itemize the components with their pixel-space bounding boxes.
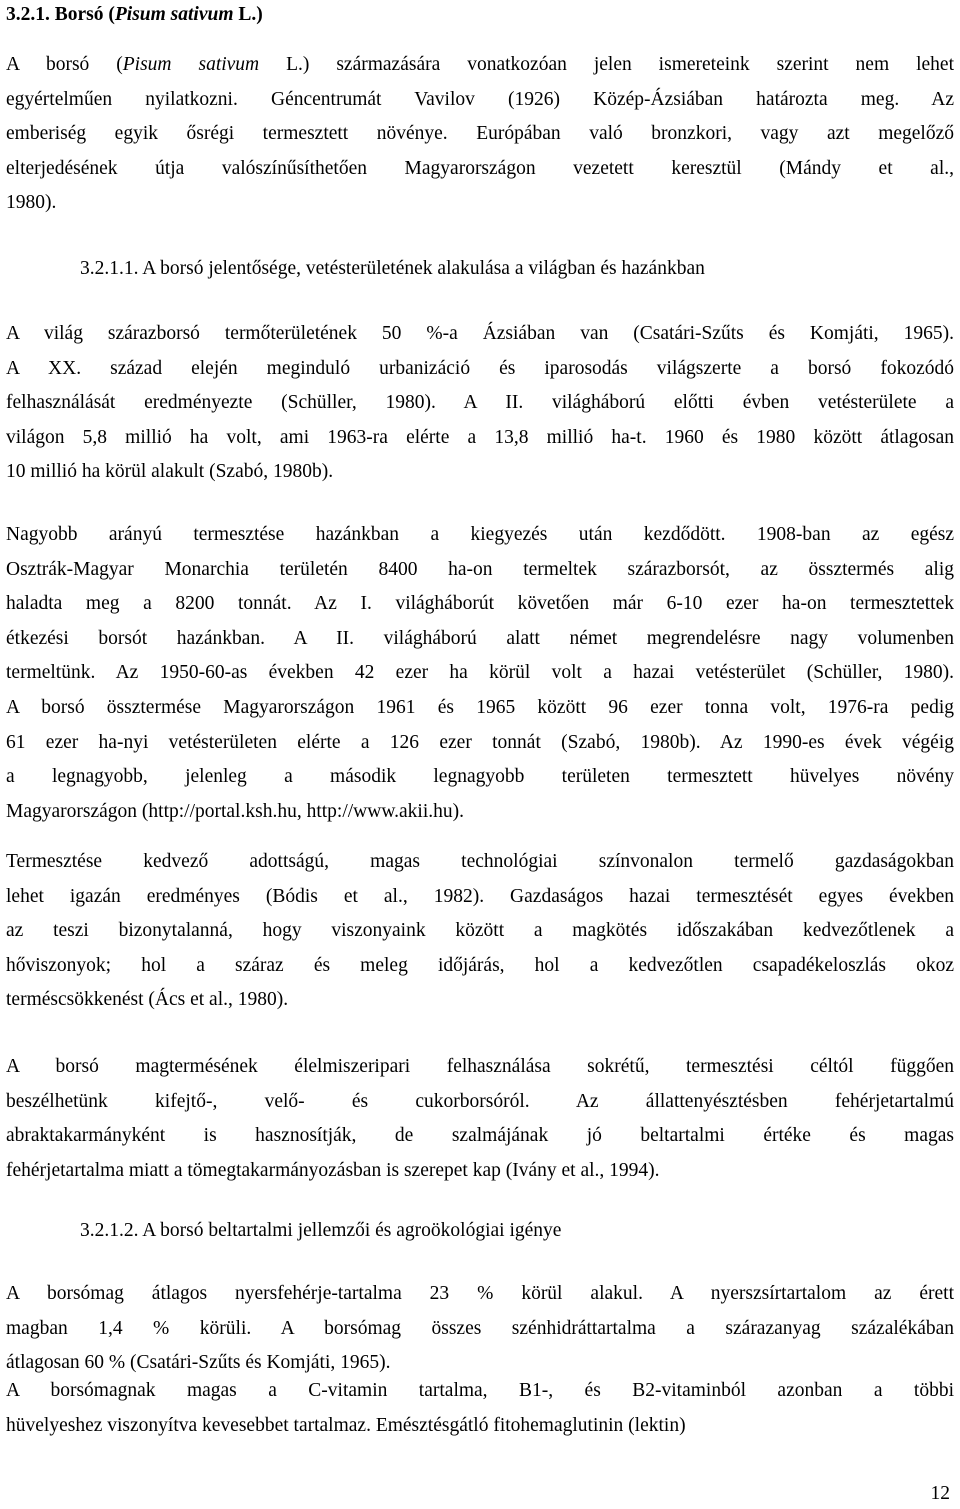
text-segment: lehet igazán eredményes (Bódis et al., 1982). Gazdaságos hazai termesztését egyes években — [6, 885, 954, 907]
text-segment: 1980). — [6, 192, 57, 214]
text-line — [6, 83, 954, 118]
text-segment: felhasználását eredményezte (Schüller, 1980). A II. világháború előtti évben vetésterülete a — [6, 392, 954, 414]
paragraph-world-area — [6, 317, 954, 490]
text-segment: abraktakarmányként is hasznosítják, de szalmájának jó beltartalmi értéke és magas — [6, 1125, 954, 1147]
text-segment: 61 ezer ha-nyi vetésterületen elérte a 126 ezer tonnát (Szabó, 1980b). Az 1990-es évek végéig — [6, 731, 954, 753]
subheading-content: 3.2.1.2. A borsó beltartalmi jellemzői és agroökológiai igénye — [80, 1220, 562, 1241]
text-segment: A borsómagnak magas a C-vitamin tartalma, B1-, és B2-vitaminból azonban a többi — [6, 1380, 954, 1401]
text-line — [6, 186, 954, 221]
text-line — [6, 1374, 954, 1409]
subheading-importance: 3.2.1.1. A borsó jelentősége, vetésterületének alakulása a világban és hazánkban — [80, 258, 705, 279]
text-line — [6, 1119, 954, 1154]
section-title-latin: Pisum sativum — [114, 4, 234, 25]
text-segment: magban 1,4 % körüli. A borsómag összes szénhidráttartalma a szárazanyag százalékában — [6, 1317, 954, 1339]
text-line — [6, 949, 954, 984]
text-line — [6, 983, 954, 1018]
text-line — [6, 1085, 954, 1120]
paragraph-economics — [6, 845, 954, 1018]
text-segment: átlagosan 60 % (Csatári-Szűts és Komjáti, 1965). — [6, 1352, 391, 1374]
paragraph-origin — [6, 48, 954, 221]
text-segment: A borsó ( — [6, 54, 123, 75]
text-line — [6, 760, 954, 795]
text-line — [6, 845, 954, 880]
paragraph-uses — [6, 1050, 954, 1188]
section-number: 3.2.1. — [6, 4, 50, 25]
text-segment: egyértelműen nyilatkozni. Géncentrumát Vavilov (1926) Közép-Ázsiában határozta meg. Az — [6, 88, 954, 110]
text-line — [6, 152, 954, 187]
text-line — [6, 691, 954, 726]
section-heading — [6, 4, 263, 26]
text-segment: A borsó össztermése Magyarországon 1961 és 1965 között 96 ezer tonna volt, 1976-ra pedig — [6, 696, 954, 718]
text-segment: termeltünk. Az 1950-60-as években 42 ezer ha körül volt a hazai vetésterület (Schüller, 1980). — [6, 662, 954, 684]
paragraph-hungary — [6, 518, 954, 829]
text-segment: terméscsökkenést (Ács et al., 1980). — [6, 989, 289, 1011]
text-line — [6, 117, 954, 152]
text-line — [6, 726, 954, 761]
text-segment: A világ szárazborsó termőterületének 50 %-a Ázsiában van (Csatári-Szűts és Komjáti, 1965). — [6, 323, 954, 344]
text-segment: emberiség egyik ősrégi termesztett növénye. Európában való bronzkori, vagy azt megelőző — [6, 123, 954, 145]
text-line — [6, 421, 954, 456]
text-line — [6, 386, 954, 421]
text-segment: világon 5,8 millió ha volt, ami 1963-ra elérte a 13,8 millió ha-t. 1960 és 1980 között átlagosan — [6, 426, 954, 448]
text-segment: fehérjetartalma miatt a tömegtakarmányozásban is szerepet kap (Ivány et al., 1994). — [6, 1159, 660, 1181]
section-title-start: Borsó ( — [54, 4, 115, 25]
text-line — [6, 1312, 954, 1347]
text-line — [6, 518, 954, 553]
text-line — [6, 455, 954, 490]
text-line — [6, 656, 954, 691]
text-line — [6, 352, 954, 387]
text-segment: a legnagyobb, jelenleg a második legnagyobb területen termesztett hüvelyes növény — [6, 766, 954, 788]
latin-name: Pisum sativum — [122, 54, 260, 75]
text-segment: hüvelyeshez viszonyítva kevesebbet tartalmaz. Emésztésgátló fitohemaglutinin (lektin) — [6, 1414, 686, 1436]
text-segment: 10 millió ha körül alakult (Szabó, 1980b). — [6, 461, 334, 483]
text-segment: Termesztése kedvező adottságú, magas technológiai színvonalon termelő gazdaságokban — [6, 851, 954, 872]
text-segment: A borsó magtermésének élelmiszeripari felhasználása sokrétű, termesztési céltól függően — [6, 1056, 954, 1077]
text-line — [6, 553, 954, 588]
text-line — [6, 1050, 954, 1085]
text-segment: A XX. század elején meginduló urbanizáció és iparosodás világszerte a borsó fokozódó — [6, 357, 954, 379]
paragraph-composition — [6, 1277, 954, 1381]
paragraph-vitamins — [6, 1374, 954, 1443]
text-segment: étkezési borsót hazánkban. A II. világháború alatt német megrendelésre nagy volumenben — [6, 627, 954, 649]
text-line — [6, 622, 954, 657]
text-segment: Osztrák-Magyar Monarchia területén 8400 ha-on termeltek szárazborsót, az össztermés alig — [6, 558, 954, 580]
text-line — [6, 795, 954, 830]
text-segment: A borsómag átlagos nyersfehérje-tartalma 23 % körül alakul. A nyerszsírtartalom az érett — [6, 1283, 954, 1304]
text-line — [6, 1154, 954, 1189]
text-line — [6, 880, 954, 915]
text-line — [6, 587, 954, 622]
text-segment: L.) származására vonatkozóan jelen ismereteink szerint nem lehet — [259, 54, 954, 75]
text-segment: elterjedésének útja valószínűsíthetően Magyarországon vezetett keresztül (Mándy et al., — [6, 157, 954, 179]
text-segment: beszélhetünk kifejtő-, velő- és cukorborsóról. Az állattenyésztésben fehérjetartalmú — [6, 1090, 954, 1112]
text-segment: haladta meg a 8200 tonnát. Az I. világháborút követően már 6-10 ezer ha-on termesztettek — [6, 593, 954, 615]
text-segment: Magyarországon (http://portal.ksh.hu, http://www.akii.hu). — [6, 800, 464, 822]
text-segment: Nagyobb arányú termesztése hazánkban a kiegyezés után kezdődött. 1908-ban az egész — [6, 524, 954, 545]
document-page — [6, 0, 954, 1509]
text-segment: hőviszonyok; hol a száraz és meleg időjárás, hol a kedvezőtlen csapadékeloszlás okoz — [6, 954, 954, 976]
text-line — [6, 1409, 954, 1444]
section-title-end: L.) — [233, 4, 263, 25]
text-line — [6, 48, 954, 83]
text-line — [6, 1277, 954, 1312]
text-segment: az teszi bizonytalanná, hogy viszonyaink között a magkötés időszakában kedvezőtlenek a — [6, 920, 954, 942]
page-number: 12 — [930, 1483, 950, 1504]
text-line — [6, 317, 954, 352]
text-line — [6, 914, 954, 949]
